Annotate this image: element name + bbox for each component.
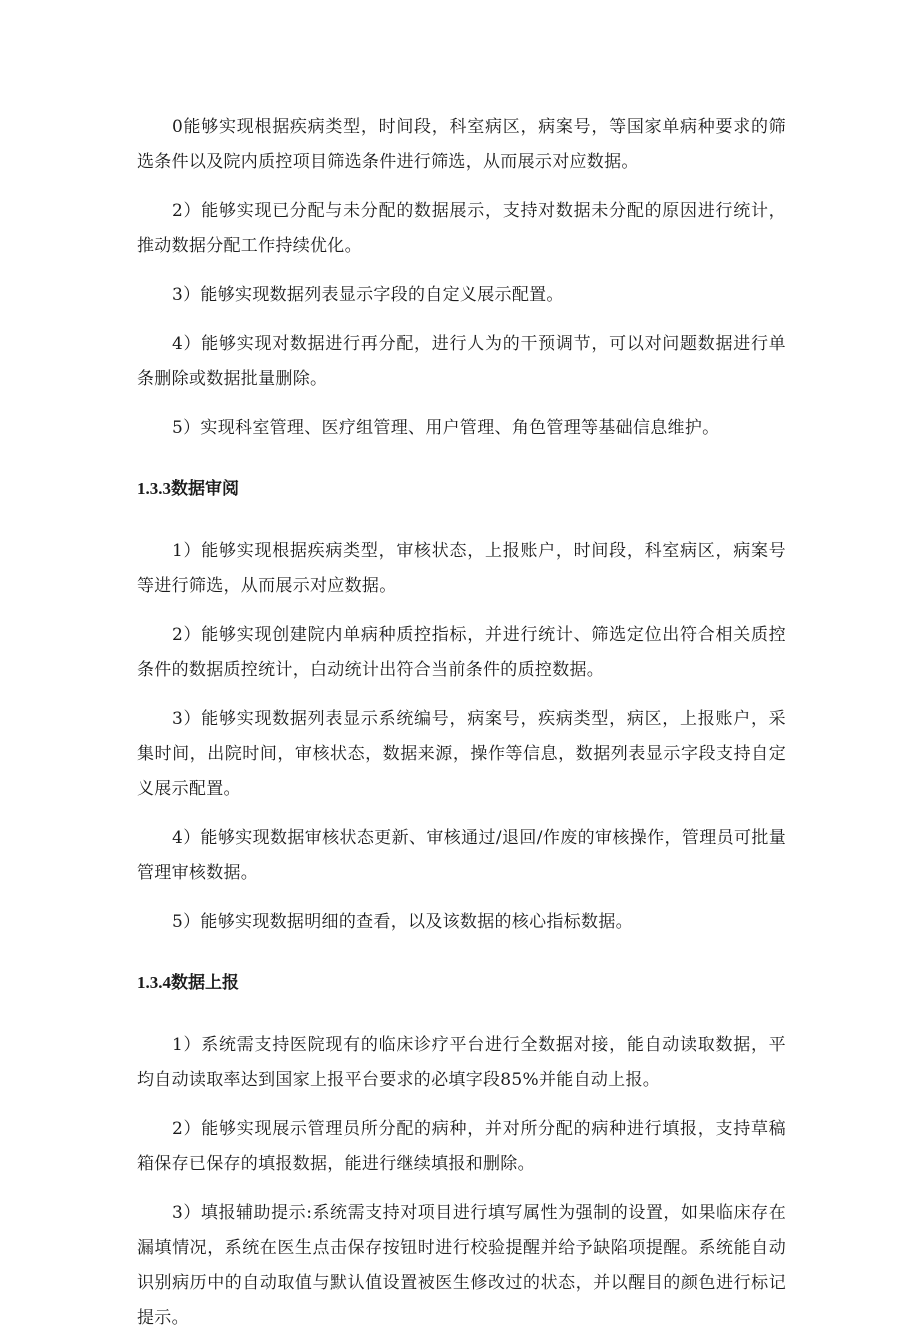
paragraph: 3）能够实现数据列表显示字段的自定义展示配置。 — [172, 285, 564, 305]
paragraph: 1）系统需支持医院现有的临床诊疗平台进行全数据对接，能自动读取数据，平均自动读取率达到国家上报平台要求的必填字段85%并能自动上报。 — [137, 1035, 786, 1090]
section-data-allocation — [137, 110, 786, 446]
paragraph: 3）填报辅助提示:系统需支持对项目进行填写属性为强制的设置，如果临床存在漏填情况，系统在医生点击保存按钮时进行校验提醒并给予缺陷项提醒。系统能自动识别病历中的自动取值与默认值设置被医生修改过的状态，并以醒目的颜色进行标记提示。 — [137, 1203, 786, 1328]
section-heading: 1.3.3数据审阅 — [137, 479, 239, 498]
paragraph: 5）实现科室管理、医疗组管理、用户管理、角色管理等基础信息维护。 — [172, 418, 720, 438]
paragraph: 2）能够实现已分配与未分配的数据展示，支持对数据未分配的原因进行统计，推动数据分配工作持续优化。 — [137, 201, 786, 256]
paragraph: 5）能够实现数据明细的查看，以及该数据的核心指标数据。 — [172, 912, 633, 932]
section-heading: 1.3.4数据上报 — [137, 973, 239, 992]
section-data-review — [137, 474, 786, 940]
paragraph: 3）能够实现数据列表显示系统编号，病案号，疾病类型，病区，上报账户，采集时间，出院时间，审核状态，数据来源，操作等信息，数据列表显示字段支持自定义展示配置。 — [137, 709, 786, 799]
paragraph: 4）能够实现数据审核状态更新、审核通过/退回/作废的审核操作，管理员可批量管理审核数据。 — [137, 828, 786, 883]
section-data-report — [137, 968, 786, 1336]
paragraph: 4）能够实现对数据进行再分配，进行人为的干预调节，可以对问题数据进行单条删除或数据批量删除。 — [137, 334, 786, 389]
paragraph: 0能够实现根据疾病类型，时间段，科室病区，病案号，等国家单病种要求的筛选条件以及院内质控项目筛选条件进行筛选，从而展示对应数据。 — [137, 117, 786, 172]
paragraph: 2）能够实现创建院内单病种质控指标，并进行统计、筛选定位出符合相关质控条件的数据质控统计，白动统计出符合当前条件的质控数据。 — [137, 625, 786, 680]
paragraph: 2）能够实现展示管理员所分配的病种，并对所分配的病种进行填报，支持草稿箱保存已保存的填报数据，能进行继续填报和删除。 — [137, 1119, 786, 1174]
paragraph: 1）能够实现根据疾病类型，审核状态，上报账户，时间段，科室病区，病案号等进行筛选，从而展示对应数据。 — [137, 541, 786, 596]
